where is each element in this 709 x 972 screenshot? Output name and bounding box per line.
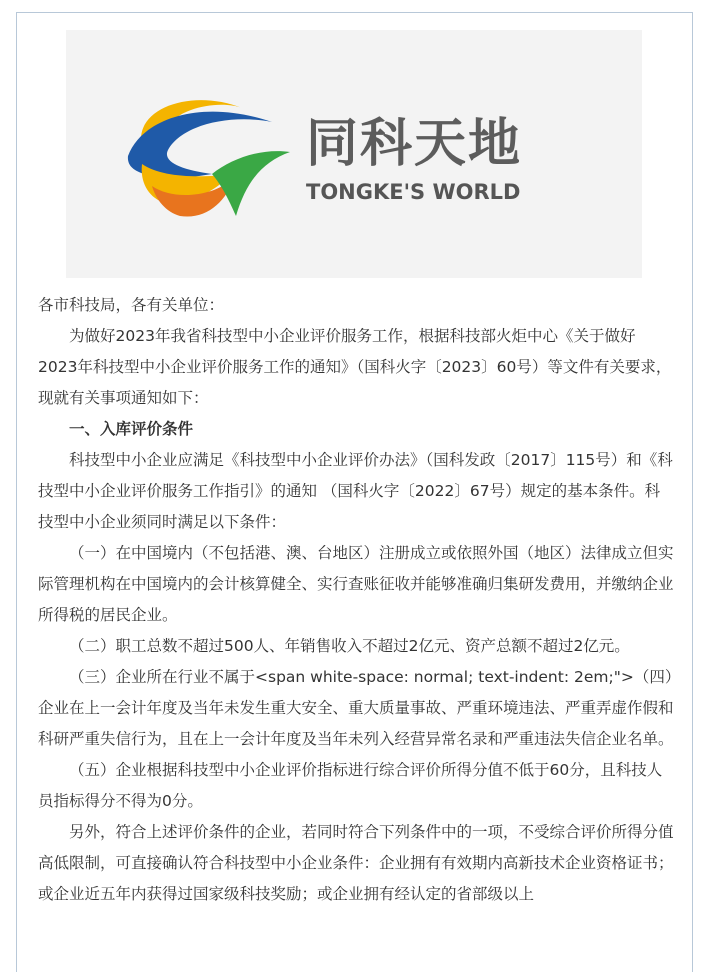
body-paragraph: 另外，符合上述评价条件的企业，若同时符合下列条件中的一项，不受综合评价所得分值高低限制，可直接确认符合科技型中小企业条件：企业拥有有效期内高新技术企业资格证书；或企业近五年内获得过国家级科技奖励；或企业拥有经认定的省部级以上 (38, 823, 674, 903)
article-body (38, 290, 674, 910)
logo-english-text: TONGKE'S WORLD (306, 180, 521, 204)
logo-chinese-text: 同科天地 (306, 114, 523, 174)
body-paragraph: （五）企业根据科技型中小企业评价指标进行综合评价所得分值不低于60分，且科技人员指标得分不得为0分。 (38, 761, 663, 810)
section-heading: 一、入库评价条件 (69, 420, 194, 438)
salutation: 各市科技局，各有关单位： (38, 296, 225, 314)
intro-paragraph: 为做好2023年我省科技型中小企业评价服务工作，根据科技部火炬中心《关于做好2023年科技型中小企业评价服务工作的通知》（国科火字〔2023〕60号）等文件有关要求，现就有关事项通知如下： (38, 327, 672, 407)
body-paragraph: （一）在中国境内（不包括港、澳、台地区）注册成立或依照外国（地区）法律成立但实际管理机构在中国境内的会计核算健全、实行查账征收并能够准确归集研发费用，并缴纳企业所得税的居民企业。 (38, 544, 674, 624)
body-paragraph: （二）职工总数不超过500人、年销售收入不超过2亿元、资产总额不超过2亿元。 (69, 637, 630, 655)
tongke-logo-icon (122, 78, 292, 224)
body-paragraph: 科技型中小企业应满足《科技型中小企业评价办法》（国科发政〔2017〕115号）和《科技型中小企业评价服务工作指引》的通知 （国科火字〔2022〕67号）规定的基本条件。科技型中小企业须同时满足以下条件： (38, 451, 673, 531)
logo-banner (66, 30, 642, 278)
body-paragraph: （三）企业所在行业不属于<span white-space: normal; text-indent: 2em;">（四）企业在上一会计年度及当年未发生重大安全、重大质量事故、严重环境违法、严重弄虚作假和科研严重失信行为，且在上一会计年度及当年未列入经营异常名录和严重违法失信企业名单。 (38, 668, 674, 748)
